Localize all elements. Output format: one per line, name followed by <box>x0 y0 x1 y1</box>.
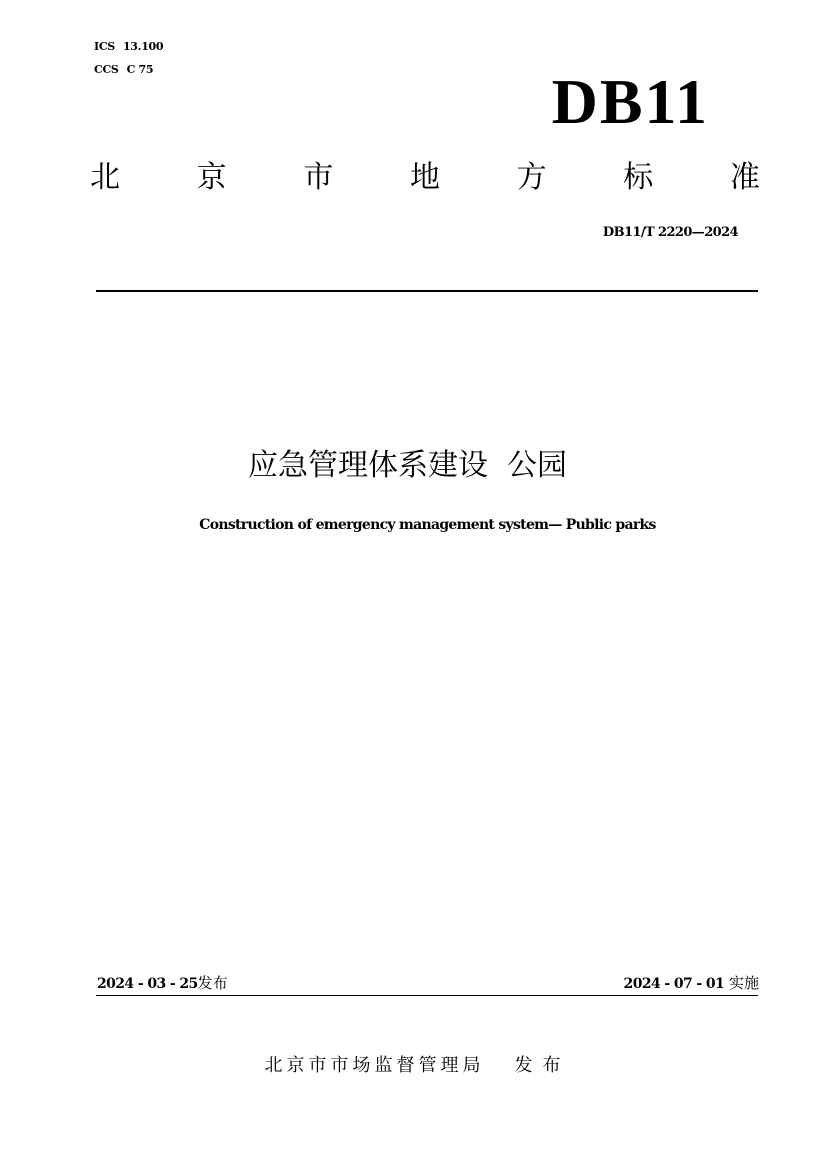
issue-label: 发布 <box>197 974 228 992</box>
ics-label: ICS <box>94 40 115 53</box>
standard-type-char: 方 <box>516 160 547 195</box>
standard-code: DB11 <box>551 66 709 137</box>
implement-date-block <box>624 973 759 994</box>
standard-type <box>90 158 760 198</box>
implement-label: 实施 <box>728 974 759 992</box>
bottom-divider <box>96 995 758 996</box>
publisher-organization: 北京市市场监督管理局 <box>264 1055 485 1076</box>
ics-code: 13.100 <box>122 40 164 53</box>
standard-type-char: 标 <box>623 160 654 195</box>
implement-date: 2024 - 07 - 01 <box>623 976 725 992</box>
standard-type-char: 北 <box>90 160 120 195</box>
document-title-zh: 应急管理体系建设 公园 <box>247 448 568 483</box>
standard-type-char: 京 <box>196 160 227 195</box>
top-divider <box>96 290 758 292</box>
standard-type-char: 市 <box>303 160 334 195</box>
publisher-line <box>0 1054 815 1078</box>
ccs-code: C 75 <box>126 63 154 76</box>
standard-type-char: 准 <box>729 160 760 195</box>
ccs-line <box>94 63 153 77</box>
publisher-action: 发布 <box>514 1055 571 1076</box>
standard-type-char: 地 <box>409 160 440 195</box>
document-title-en: Construction of emergency management system— Public parks <box>199 517 656 533</box>
issue-date: 2024 - 03 - 25 <box>97 976 198 992</box>
standard-number: DB11/T 2220—2024 <box>602 225 738 240</box>
ccs-label: CCS <box>94 63 119 76</box>
issue-date-block <box>97 973 228 994</box>
ics-line <box>94 40 163 54</box>
